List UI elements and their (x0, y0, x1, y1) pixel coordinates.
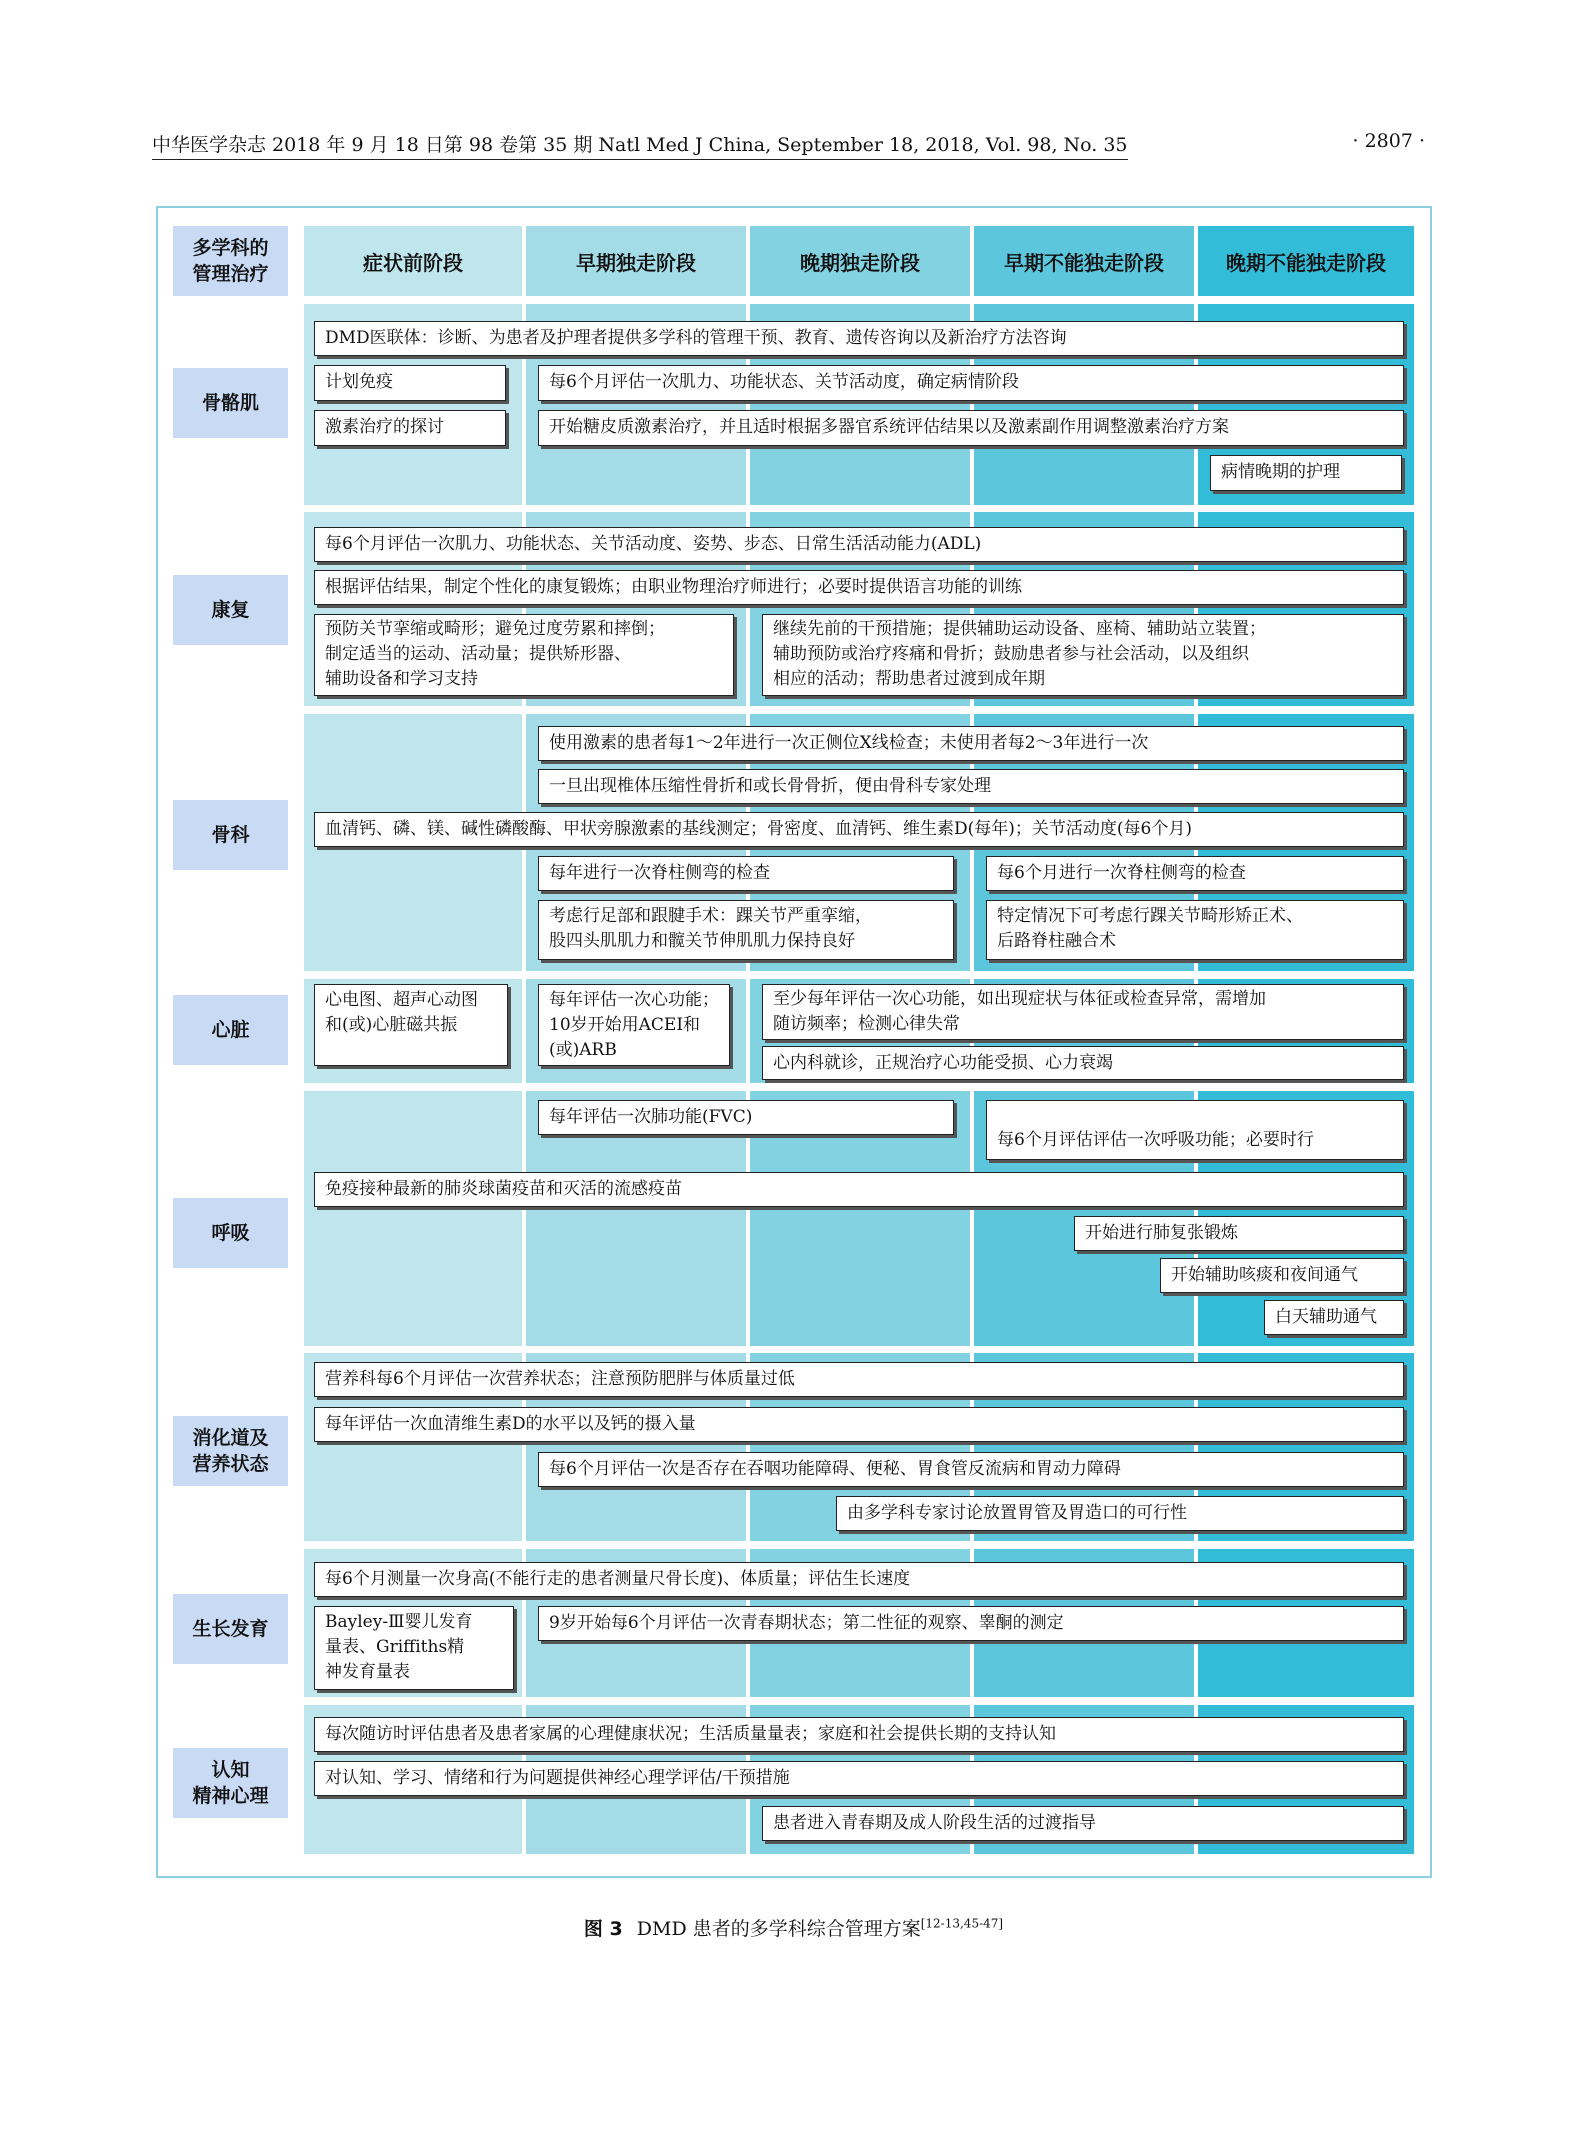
box-neuropsych: 对认知、学习、情绪和行为问题提供神经心理学评估/干预措施 (314, 1761, 1404, 1796)
box-rehab-continued: 继续先前的干预措施；提供辅助运动设备、座椅、辅助站立装置； 辅助预防或治疗疼痛和骨折；鼓励患者参与社会活动，以及组织 相应的活动；帮助患者过渡到成年期 (762, 614, 1404, 696)
journal-header: 中华医学杂志 2018 年 9 月 18 日第 98 卷第 35 期 Natl Med J China, September 18, 2018, Vol. 98, No. 35 (152, 130, 1128, 160)
box-daytime-ventilation: 白天辅助通气 (1264, 1300, 1404, 1335)
box-swallowing: 每6个月评估一次是否存在吞咽功能障碍、便秘、胃食管反流病和胃动力障碍 (538, 1452, 1404, 1487)
box-puberty: 9岁开始每6个月评估一次青春期状态；第二性征的观察、睾酮的测定 (538, 1606, 1404, 1641)
figure-refs: [12-13,45-47] (920, 1916, 1004, 1931)
row-label-respiratory: 呼吸 (173, 1198, 288, 1268)
box-cardiac-followup: 至少每年评估一次心功能，如出现症状与体征或检查异常，需增加 随访频率；检测心律失常 (762, 984, 1404, 1040)
box-transition: 患者进入青春期及成人阶段生活的过渡指导 (762, 1806, 1404, 1841)
box-6month-assessment: 每6个月评估一次肌力、功能状态、关节活动度，确定病情阶段 (538, 365, 1404, 401)
section-gap (304, 971, 1414, 979)
box-late-stage-care: 病情晚期的护理 (1210, 455, 1402, 491)
row-label-cardiac: 心脏 (173, 995, 288, 1065)
box-rehab-exercise: 根据评估结果，制定个性化的康复锻炼；由职业物理治疗师进行；必要时提供语言功能的训练 (314, 570, 1404, 605)
box-lung-recruitment: 开始进行肺复张锻炼 (1074, 1216, 1404, 1251)
box-respiratory-6month (986, 1100, 1404, 1160)
box-development-scales: Bayley-Ⅲ婴儿发育 量表、Griffiths精 神发育量表 (314, 1606, 514, 1690)
box-rehab-prevention: 预防关节挛缩或畸形；避免过度劳累和摔倒； 制定适当的运动、活动量；提供矫形器、 辅助设备和学习支持 (314, 614, 734, 696)
box-foot-surgery: 考虑行足部和跟腱手术：踝关节严重挛缩， 股四头肌肌力和髋关节伸肌肌力保持良好 (538, 900, 954, 960)
box-fvc-yearly: 每年评估一次肺功能(FVC) (538, 1100, 954, 1135)
box-vaccination: 免疫接种最新的肺炎球菌疫苗和灭活的流感疫苗 (314, 1172, 1404, 1207)
row-label-rehab: 康复 (173, 575, 288, 645)
section-gap (304, 1697, 1414, 1705)
figure-number: 图 3 (583, 1918, 623, 1940)
box-immunization-plan: 计划免疫 (314, 365, 506, 401)
box-glucocorticoid-therapy: 开始糖皮质激素治疗，并且适时根据多器官系统评估结果以及激素副作用调整激素治疗方案 (538, 410, 1404, 446)
section-gap (304, 706, 1414, 714)
corner-label: 多学科的 管理治疗 (173, 226, 288, 296)
phase-header-early-non-ambulatory: 早期不能独走阶段 (1004, 250, 1164, 275)
row-label-psych: 认知 精神心理 (173, 1748, 288, 1818)
figure-caption (0, 1914, 1587, 1941)
section-gap (304, 1541, 1414, 1549)
box-vitamin-d: 每年评估一次血清维生素D的水平以及钙的摄入量 (314, 1407, 1404, 1442)
section-gap (304, 1346, 1414, 1353)
phase-header-late-non-ambulatory: 晚期不能独走阶段 (1226, 250, 1386, 275)
row-label-ortho: 骨科 (173, 800, 288, 870)
phase-header-late-ambulatory: 晚期独走阶段 (800, 250, 920, 275)
row-label-musculoskeletal: 骨骼肌 (173, 368, 288, 438)
row-label-gi-nutrition: 消化道及 营养状态 (173, 1416, 288, 1486)
box-spinal-surgery: 特定情况下可考虑行踝关节畸形矫正术、 后路脊柱融合术 (986, 900, 1404, 960)
box-fracture-management: 一旦出现椎体压缩性骨折和或长骨骨折，便由骨科专家处理 (538, 769, 1404, 804)
box-cardiac-yearly-acei: 每年评估一次心功能； 10岁开始用ACEI和 (或)ARB (538, 984, 730, 1066)
box-steroid-discussion: 激素治疗的探讨 (314, 410, 506, 446)
section-gap (304, 505, 1414, 512)
box-cardiac-imaging: 心电图、超声心动图 和(或)心脏磁共振 (314, 984, 508, 1066)
box-height-weight: 每6个月测量一次身高(不能行走的患者测量尺骨长度)、体质量；评估生长速度 (314, 1562, 1404, 1597)
resp-line1: 每6个月评估评估一次呼吸功能；必要时行 (997, 1130, 1314, 1150)
box-cough-assist: 开始辅助咳痰和夜间通气 (1160, 1258, 1404, 1293)
phase-header-presymptomatic: 症状前阶段 (363, 250, 463, 275)
box-rehab-assessment: 每6个月评估一次肌力、功能状态、关节活动度、姿势、步态、日常生活活动能力(ADL) (314, 527, 1404, 562)
box-mental-health: 每次随访时评估患者及患者家属的心理健康状况；生活质量量表；家庭和社会提供长期的支持认知 (314, 1717, 1404, 1752)
box-cardiology-referral: 心内科就诊，正规治疗心功能受损、心力衰竭 (762, 1046, 1404, 1080)
section-gap (304, 1083, 1414, 1091)
box-scoliosis-6month: 每6个月进行一次脊柱侧弯的检查 (986, 856, 1404, 891)
phase-header-early-ambulatory: 早期独走阶段 (576, 250, 696, 275)
box-scoliosis-yearly: 每年进行一次脊柱侧弯的检查 (538, 856, 954, 891)
figure-title: DMD 患者的多学科综合管理方案 (636, 1918, 921, 1940)
box-gastrostomy: 由多学科专家讨论放置胃管及胃造口的可行性 (836, 1496, 1404, 1531)
box-dmd-network: DMD医联体：诊断、为患者及护理者提供多学科的管理干预、教育、遗传咨询以及新治疗方法咨询 (314, 321, 1404, 356)
row-label-growth: 生长发育 (173, 1594, 288, 1664)
page-number: · 2807 · (1352, 130, 1425, 152)
box-bone-baseline: 血清钙、磷、镁、碱性磷酸酶、甲状旁腺激素的基线测定；骨密度、血清钙、维生素D(每年)；关节活动度(每6个月) (314, 812, 1404, 847)
box-nutrition-assessment: 营养科每6个月评估一次营养状态；注意预防肥胖与体质量过低 (314, 1362, 1404, 1397)
section-gap (304, 296, 1414, 304)
box-xray-check: 使用激素的患者每1～2年进行一次正侧位X线检查；未使用者每2～3年进行一次 (538, 726, 1404, 761)
